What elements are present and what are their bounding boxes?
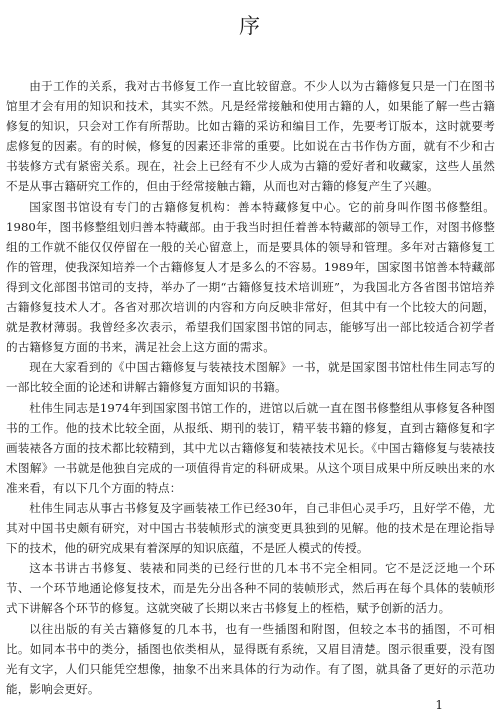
paragraph: 杜伟生同志从事古书修复及字画装裱工作已经30年，自己非但心灵手巧，且好学不倦，尤其对中国书史颇有研究，对中国古书装帧形式的演变更具独到的见解。他的技术是在理论指导下的技术，他的研究成果有着深厚的知识底蕴，不是匠人模式的传授。	[6, 500, 495, 556]
paragraph: 以往出版的有关古籍修复的几本书，也有一些插图和附图，但较之本书的插图，不可相比。如同本书中的类分，插图也依类相从，显得既有系统，又眉目清楚。图示很重要，没有图光有文字，人们只能凭空想像，抽象不出来具体的行为动作。有了图，就具备了更好的示范功能，影响会更好。	[6, 621, 495, 696]
paragraph: 国家图书馆设有专门的古籍修复机构：善本特藏修复中心。它的前身叫作图书修整组。1980年，图书修整组划归善本特藏部。由于我当时担任着善本特藏部的领导工作，对图书修整组的工作就不能仅仅停留在一般的关心留意上，而是要具体的领导和管理。多年对古籍修复工作的管理，使我深知培养一个古籍修复人才是多么的不容易。1989年，国家图书馆善本特藏部得到文化部图书馆司的支持，举办了一期“古籍修复技术培训班”，为我国北方各省图书馆培养古籍修复技术人才。各省对那次培训的内容和方向反映非常好，但其中有一个比较大的问题，就是教材薄弱。我曾经多次表示，希望我们国家图书馆的同志，能够写出一部比较适合初学者的古籍修复方面的书来，满足社会上这方面的需求。	[6, 199, 495, 355]
paragraph: 这本书讲古书修复、装裱和同类的已经行世的几本书不完全相同。它不是泛泛地一个环节、一个环节地通论修复技术，而是先分出各种不同的装帧形式，然后再在每个具体的装帧形式下讲解各个环节的修复。这就突破了长期以来古书修复上的桎梏，赋予创新的活力。	[6, 561, 495, 616]
paragraph: 由于工作的关系，我对古书修复工作一直比较留意。不少人以为古籍修复只是一门在图书馆里才会有用的知识和技术，其实不然。凡是经常接触和使用古籍的人，如果能了解一些古籍修复的知识，只会对工作有所帮助。比如古籍的采访和编目工作，先要考订版本，这时就要考虑修复的因素。有的时候，修复的因素还非常的重要。比如说在古书作伪方面，就有不少和古书装修方式有紧密关系。现在，社会上已经有不少人成为古籍的爱好者和收藏家，这些人虽然不是从事古籍研究工作的，但由于经常接触古籍，从而也对古籍的修复产生了兴趣。	[6, 79, 495, 194]
paragraph: 现在大家看到的《中国古籍修复与装裱技术图解》一书，就是国家图书馆杜伟生同志写的一部比较全面的论述和讲解古籍修复方面知识的书籍。	[6, 360, 495, 395]
paragraph: 杜伟生同志是1974年到国家图书馆工作的，进馆以后就一直在图书修整组从事修复各种图书的工作。他的技术比较全面，从报纸、期刊的装订，精平装书籍的修复，直到古籍修复和字画装裱各方面的技术都比较精到，其中尤以古籍修复和装裱技术见长。《中国古籍修复与装裱技术图解》一书就是他独自完成的一项值得肯定的科研成果。从这个项目成果中所反映出来的水准来看，有以下几个方面的特点：	[6, 400, 495, 495]
page-title: 序	[239, 14, 262, 38]
preface-body	[6, 76, 495, 699]
page-number: 1	[435, 698, 443, 712]
